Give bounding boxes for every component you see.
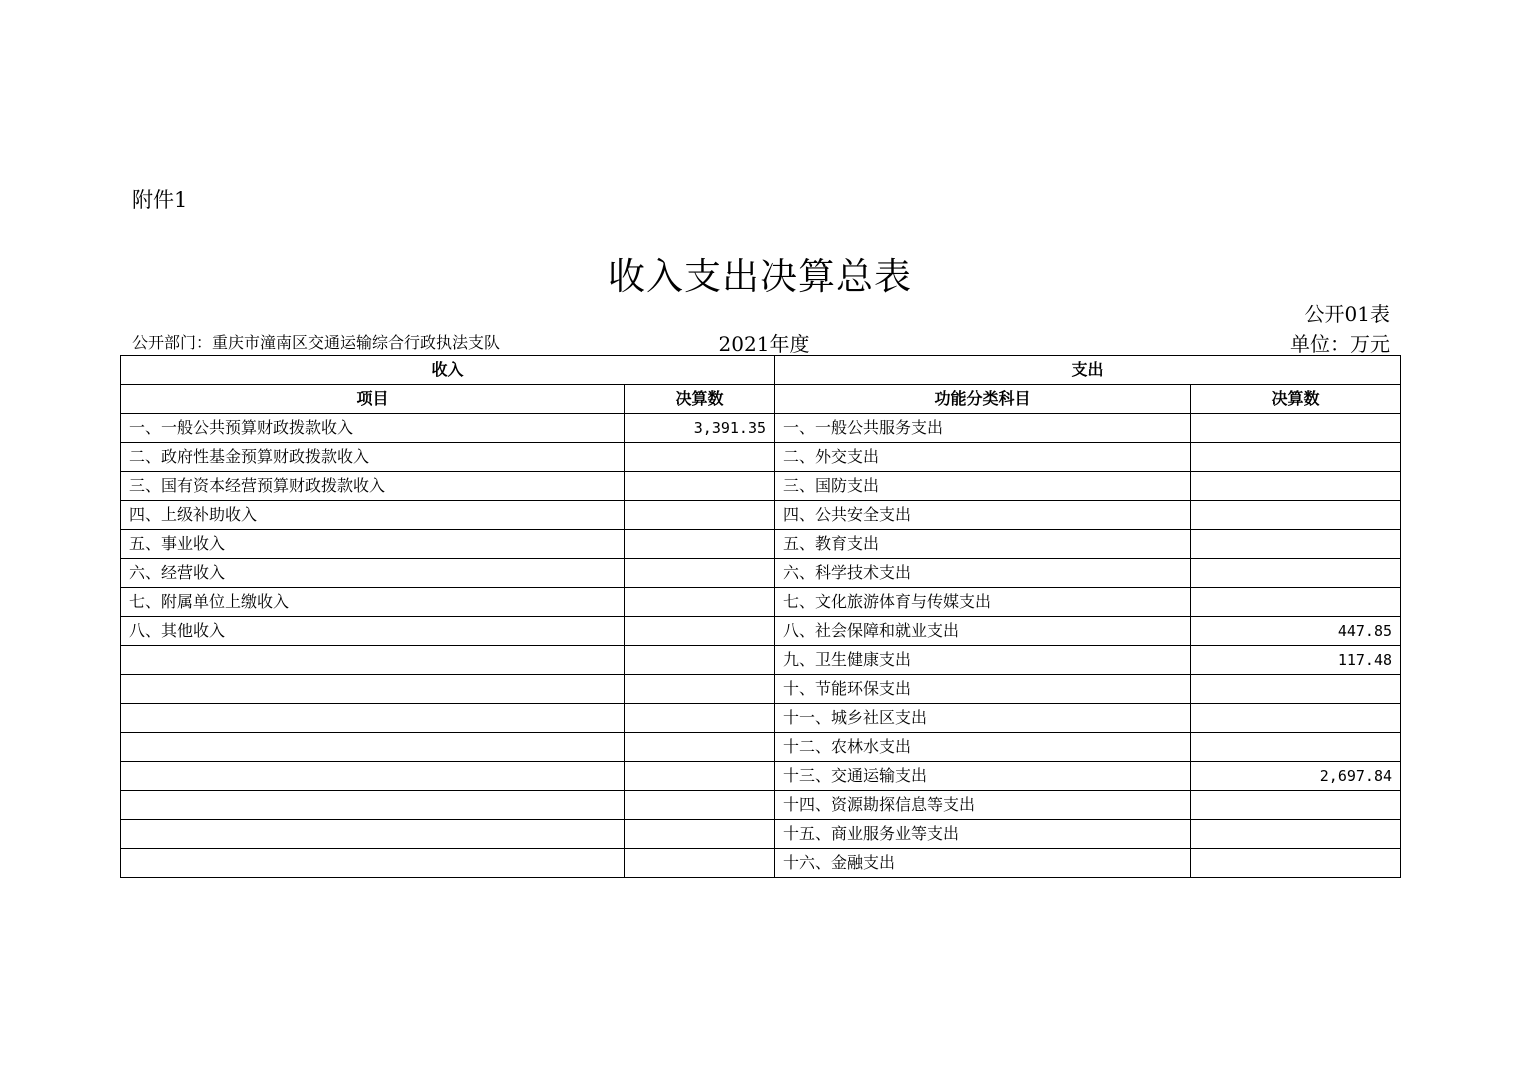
income-amount-cell [625,675,775,704]
expense-amount-cell [1191,849,1401,878]
income-amount-header: 决算数 [625,385,775,414]
expense-amount-cell [1191,559,1401,588]
table-row [121,733,1401,762]
department-label: 公开部门：重庆市潼南区交通运输综合行政执法支队 [132,333,501,352]
income-item-cell: 三、国有资本经营预算财政拨款收入 [121,472,625,501]
expense-amount-cell [1191,704,1401,733]
table-row [121,588,1401,617]
income-amount-cell [625,849,775,878]
expense-item-header: 功能分类科目 [775,385,1191,414]
income-item-header: 项目 [121,385,625,414]
expense-amount-cell: 117.48 [1191,646,1401,675]
expense-item-cell: 四、公共安全支出 [775,501,1191,530]
income-item-cell [121,849,625,878]
expense-item-cell: 二、外交支出 [775,443,1191,472]
expense-item-cell: 五、教育支出 [775,530,1191,559]
expense-amount-cell [1191,675,1401,704]
expense-item-cell: 七、文化旅游体育与传媒支出 [775,588,1191,617]
income-amount-cell [625,704,775,733]
table-row [121,501,1401,530]
income-amount-cell [625,559,775,588]
expense-amount-cell [1191,472,1401,501]
expense-amount-cell [1191,733,1401,762]
form-number: 公开01表 [1304,302,1390,326]
fiscal-year: 2021年度 [718,332,810,356]
expense-item-cell: 十一、城乡社区支出 [775,704,1191,733]
income-item-cell [121,820,625,849]
income-amount-cell [625,588,775,617]
expense-amount-cell [1191,443,1401,472]
income-item-cell [121,791,625,820]
expense-group-header: 支出 [775,356,1401,385]
table-group-header-row [121,356,1401,385]
table-column-header-row [121,385,1401,414]
expense-item-cell: 十、节能环保支出 [775,675,1191,704]
table-row [121,530,1401,559]
income-amount-cell [625,733,775,762]
expense-item-cell: 八、社会保障和就业支出 [775,617,1191,646]
expense-amount-header: 决算数 [1191,385,1401,414]
income-amount-cell [625,762,775,791]
income-item-cell: 五、事业收入 [121,530,625,559]
expense-amount-cell [1191,820,1401,849]
income-item-cell [121,762,625,791]
expense-amount-cell: 2,697.84 [1191,762,1401,791]
table-row [121,762,1401,791]
expense-item-cell: 六、科学技术支出 [775,559,1191,588]
expense-item-cell: 一、一般公共服务支出 [775,414,1191,443]
income-amount-cell [625,501,775,530]
expense-amount-cell: 447.85 [1191,617,1401,646]
expense-amount-cell [1191,414,1401,443]
income-item-cell: 七、附属单位上缴收入 [121,588,625,617]
table-row [121,646,1401,675]
income-item-cell [121,675,625,704]
income-amount-cell: 3,391.35 [625,414,775,443]
income-group-header: 收入 [121,356,775,385]
expense-amount-cell [1191,588,1401,617]
table-row [121,820,1401,849]
expense-amount-cell [1191,530,1401,559]
income-amount-cell [625,646,775,675]
income-item-cell [121,733,625,762]
expense-amount-cell [1191,791,1401,820]
income-item-cell [121,704,625,733]
table-row [121,849,1401,878]
income-amount-cell [625,820,775,849]
unit-label: 单位：万元 [1290,332,1390,356]
expense-item-cell: 十二、农林水支出 [775,733,1191,762]
expense-item-cell: 十三、交通运输支出 [775,762,1191,791]
expense-item-cell: 九、卫生健康支出 [775,646,1191,675]
income-item-cell: 二、政府性基金预算财政拨款收入 [121,443,625,472]
table-row [121,704,1401,733]
expense-item-cell: 十五、商业服务业等支出 [775,820,1191,849]
income-amount-cell [625,617,775,646]
income-item-cell: 四、上级补助收入 [121,501,625,530]
income-amount-cell [625,530,775,559]
expense-item-cell: 十六、金融支出 [775,849,1191,878]
table-row [121,617,1401,646]
income-item-cell: 八、其他收入 [121,617,625,646]
page-title: 收入支出决算总表 [608,255,912,298]
table-row [121,559,1401,588]
income-amount-cell [625,472,775,501]
income-item-cell: 一、一般公共预算财政拨款收入 [121,414,625,443]
income-expense-table [120,355,1401,878]
income-amount-cell [625,791,775,820]
table-row [121,414,1401,443]
table-row [121,791,1401,820]
income-item-cell [121,646,625,675]
attachment-label: 附件1 [132,188,188,212]
income-item-cell: 六、经营收入 [121,559,625,588]
table-row [121,472,1401,501]
table-body [121,414,1401,878]
expense-item-cell: 十四、资源勘探信息等支出 [775,791,1191,820]
table-row [121,675,1401,704]
table-row [121,443,1401,472]
expense-item-cell: 三、国防支出 [775,472,1191,501]
income-amount-cell [625,443,775,472]
expense-amount-cell [1191,501,1401,530]
